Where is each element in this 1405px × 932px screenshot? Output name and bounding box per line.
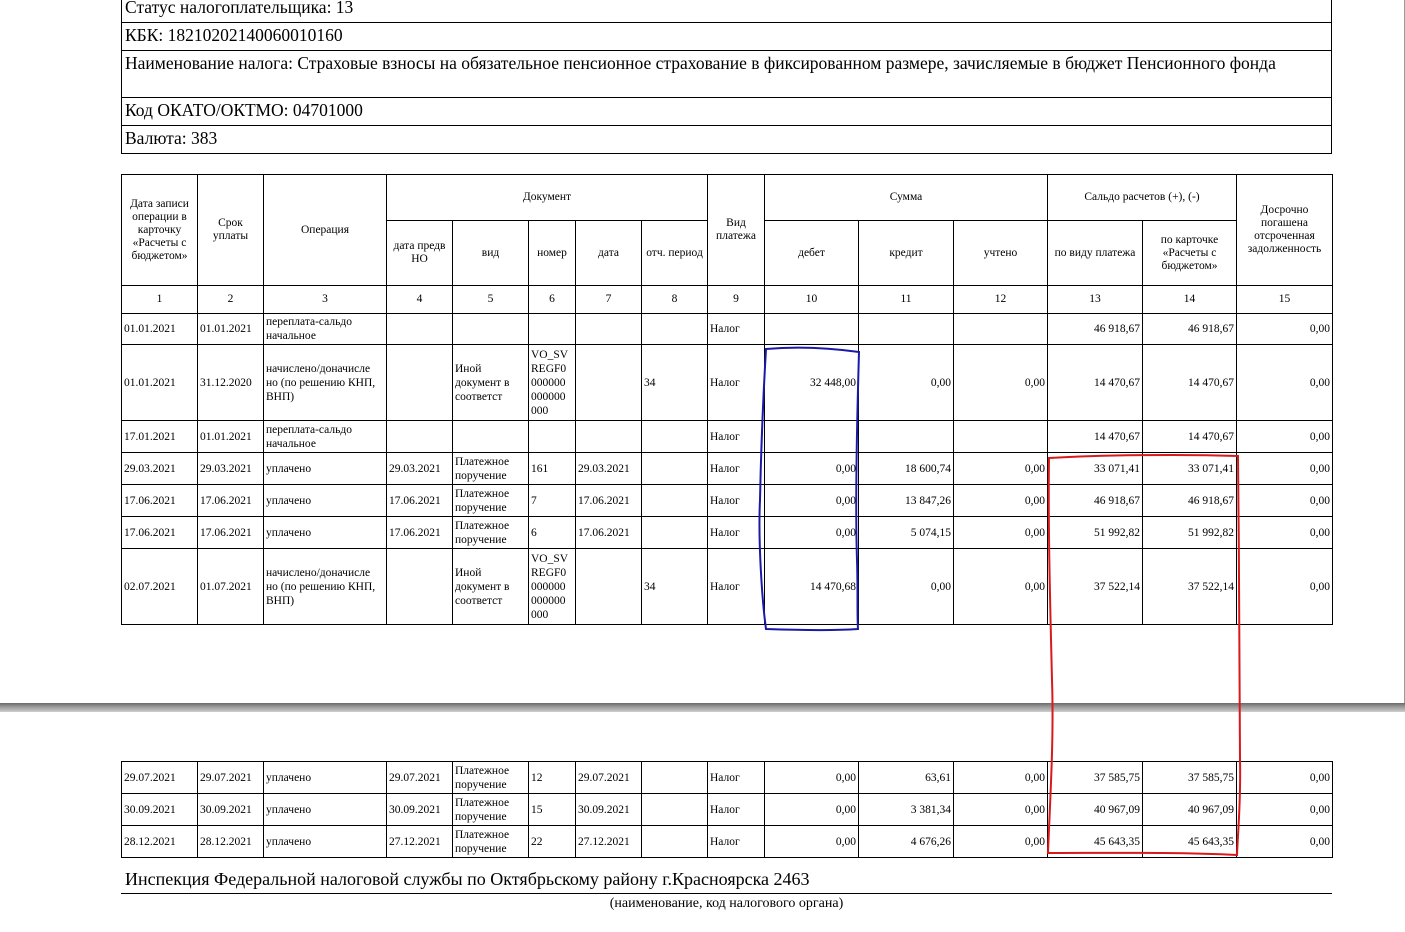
currency-code: Валюта: 383 (122, 126, 1332, 154)
cell-payment-type: Налог (708, 762, 765, 794)
cell-payment-type: Налог (708, 314, 765, 345)
cell-debit (765, 314, 859, 345)
cell-doc-date: 17.06.2021 (576, 485, 642, 517)
cell-credit: 4 676,26 (859, 826, 954, 858)
cell-payment-type: Налог (708, 826, 765, 858)
cell-balance-by-payment: 45 643,35 (1048, 826, 1143, 858)
cell-accounted: 0,00 (954, 762, 1048, 794)
cell-balance-by-card: 51 992,82 (1143, 517, 1237, 549)
cell-balance-by-card: 33 071,41 (1143, 453, 1237, 485)
cell-operation: уплачено (264, 762, 387, 794)
cell-credit: 0,00 (859, 345, 954, 421)
cell-early-repaid: 0,00 (1237, 794, 1333, 826)
column-number-10: 10 (765, 286, 859, 314)
col-header-doc-date-no: дата предв НО (387, 221, 453, 286)
cell-debit: 0,00 (765, 485, 859, 517)
table-row (122, 517, 1333, 549)
column-number-13: 13 (1048, 286, 1143, 314)
table-row (122, 453, 1333, 485)
document-page-2 (0, 712, 1405, 932)
cell-doc-type: Иной документ в соответст (453, 345, 529, 421)
cell-early-repaid: 0,00 (1237, 517, 1333, 549)
cell-debit: 0,00 (765, 794, 859, 826)
col-header-early: Досрочно погашена отсроченная задолженность (1237, 175, 1333, 286)
cell-doc-number: 22 (529, 826, 576, 858)
cell-accounted: 0,00 (954, 517, 1048, 549)
cell-date: 01.01.2021 (122, 314, 198, 345)
col-header-by-payment: по виду платежа (1048, 221, 1143, 286)
cell-due-date: 29.03.2021 (198, 453, 264, 485)
cell-doc-number: 12 (529, 762, 576, 794)
cell-balance-by-payment: 46 918,67 (1048, 485, 1143, 517)
cell-due-date: 17.06.2021 (198, 485, 264, 517)
cell-doc-number: 161 (529, 453, 576, 485)
col-header-doc-date: дата (576, 221, 642, 286)
cell-credit: 18 600,74 (859, 453, 954, 485)
cell-payment-type: Налог (708, 485, 765, 517)
cell-balance-by-payment: 37 585,75 (1048, 762, 1143, 794)
tax-name: Наименование налога: Страховые взносы на обязательное пенсионное страхование в фиксированном размере, зачисляемые в бюджет Пенсионного фонда (122, 51, 1332, 98)
cell-date: 17.06.2021 (122, 485, 198, 517)
cell-early-repaid: 0,00 (1237, 345, 1333, 421)
operations-body-continued (122, 762, 1333, 858)
table-row (122, 794, 1333, 826)
cell-early-repaid: 0,00 (1237, 314, 1333, 345)
cell-due-date: 29.07.2021 (198, 762, 264, 794)
cell-operation: начислено/доначисле но (по решению КНП, ВНП) (264, 549, 387, 625)
table-row (122, 485, 1333, 517)
cell-debit: 0,00 (765, 826, 859, 858)
cell-payment-type: Налог (708, 345, 765, 421)
cell-debit: 0,00 (765, 517, 859, 549)
operations-table-continued (121, 761, 1333, 858)
cell-doc-type: Платежное поручение (453, 453, 529, 485)
kbk-code: КБК: 18210202140060010160 (122, 23, 1332, 51)
cell-balance-by-payment: 46 918,67 (1048, 314, 1143, 345)
cell-date: 29.03.2021 (122, 453, 198, 485)
cell-doc-date: 17.06.2021 (576, 517, 642, 549)
cell-balance-by-card: 46 918,67 (1143, 314, 1237, 345)
cell-accounted: 0,00 (954, 549, 1048, 625)
cell-balance-by-payment: 51 992,82 (1048, 517, 1143, 549)
cell-payment-type: Налог (708, 549, 765, 625)
cell-due-date: 28.12.2021 (198, 826, 264, 858)
cell-doc-date: 29.03.2021 (576, 453, 642, 485)
cell-doc-period (642, 421, 708, 453)
cell-doc-type: Платежное поручение (453, 794, 529, 826)
cell-operation: начислено/доначисле но (по решению КНП, ВНП) (264, 345, 387, 421)
cell-balance-by-card: 37 522,14 (1143, 549, 1237, 625)
cell-early-repaid: 0,00 (1237, 549, 1333, 625)
cell-doc-date-no: 17.06.2021 (387, 517, 453, 549)
cell-doc-date-no: 29.03.2021 (387, 453, 453, 485)
cell-due-date: 01.07.2021 (198, 549, 264, 625)
cell-payment-type: Налог (708, 453, 765, 485)
cell-doc-period (642, 485, 708, 517)
col-header-payment-type: Вид платежа (708, 175, 765, 286)
cell-doc-date-no (387, 345, 453, 421)
cell-doc-number: VO_SV REGF0 000000 000000 000 (529, 345, 576, 421)
tax-authority-caption: (наименование, код налогового органа) (609, 896, 844, 911)
cell-doc-date (576, 421, 642, 453)
column-number-3: 3 (264, 286, 387, 314)
cell-balance-by-card: 14 470,67 (1143, 421, 1237, 453)
cell-doc-number: VO_SV REGF0 000000 000000 000 (529, 549, 576, 625)
cell-balance-by-card: 46 918,67 (1143, 485, 1237, 517)
operations-table (121, 174, 1333, 625)
cell-balance-by-payment: 33 071,41 (1048, 453, 1143, 485)
cell-accounted: 0,00 (954, 345, 1048, 421)
col-header-sum: Сумма (765, 175, 1048, 221)
taxpayer-status: Статус налогоплательщика: 13 (122, 0, 1332, 23)
cell-date: 02.07.2021 (122, 549, 198, 625)
col-header-doc-period: отч. период (642, 221, 708, 286)
cell-payment-type: Налог (708, 421, 765, 453)
col-header-by-card: по карточке «Расчеты с бюджетом» (1143, 221, 1237, 286)
cell-balance-by-payment: 37 522,14 (1048, 549, 1143, 625)
cell-doc-period: 34 (642, 345, 708, 421)
column-number-11: 11 (859, 286, 954, 314)
cell-doc-type: Платежное поручение (453, 517, 529, 549)
cell-accounted (954, 314, 1048, 345)
table-row (122, 421, 1333, 453)
col-header-document: Документ (387, 175, 708, 221)
taxpayer-info-table (121, 0, 1332, 154)
cell-doc-date (576, 314, 642, 345)
cell-doc-date-no: 30.09.2021 (387, 794, 453, 826)
cell-credit: 13 847,26 (859, 485, 954, 517)
cell-accounted: 0,00 (954, 453, 1048, 485)
cell-doc-period (642, 517, 708, 549)
cell-doc-period (642, 794, 708, 826)
col-header-debit: дебет (765, 221, 859, 286)
cell-doc-date (576, 345, 642, 421)
cell-early-repaid: 0,00 (1237, 453, 1333, 485)
cell-doc-type: Платежное поручение (453, 762, 529, 794)
cell-due-date: 01.01.2021 (198, 421, 264, 453)
table-row (122, 549, 1333, 625)
cell-balance-by-payment: 14 470,67 (1048, 421, 1143, 453)
cell-doc-date (576, 549, 642, 625)
cell-credit: 0,00 (859, 549, 954, 625)
cell-doc-type (453, 314, 529, 345)
cell-balance-by-payment: 40 967,09 (1048, 794, 1143, 826)
cell-date: 30.09.2021 (122, 794, 198, 826)
column-number-7: 7 (576, 286, 642, 314)
cell-early-repaid: 0,00 (1237, 421, 1333, 453)
cell-date: 29.07.2021 (122, 762, 198, 794)
cell-due-date: 01.01.2021 (198, 314, 264, 345)
cell-doc-date: 29.07.2021 (576, 762, 642, 794)
col-header-due: Срок уплаты (198, 175, 264, 286)
cell-doc-date-no: 29.07.2021 (387, 762, 453, 794)
cell-early-repaid: 0,00 (1237, 762, 1333, 794)
cell-credit: 5 074,15 (859, 517, 954, 549)
table-row (122, 314, 1333, 345)
cell-date: 17.01.2021 (122, 421, 198, 453)
column-number-row (122, 286, 1333, 314)
cell-accounted: 0,00 (954, 794, 1048, 826)
cell-balance-by-card: 37 585,75 (1143, 762, 1237, 794)
cell-doc-number (529, 314, 576, 345)
col-header-doc-type: вид (453, 221, 529, 286)
cell-debit: 32 448,00 (765, 345, 859, 421)
cell-doc-number: 6 (529, 517, 576, 549)
cell-doc-period (642, 314, 708, 345)
cell-credit (859, 314, 954, 345)
cell-doc-number: 7 (529, 485, 576, 517)
cell-due-date: 30.09.2021 (198, 794, 264, 826)
cell-doc-date-no: 27.12.2021 (387, 826, 453, 858)
col-header-accounted: учтено (954, 221, 1048, 286)
okato-code: Код ОКАТО/ОКТМО: 04701000 (122, 98, 1332, 126)
cell-payment-type: Налог (708, 794, 765, 826)
cell-accounted (954, 421, 1048, 453)
cell-debit (765, 421, 859, 453)
cell-payment-type: Налог (708, 517, 765, 549)
cell-operation: переплата-сальдо начальное (264, 314, 387, 345)
column-number-1: 1 (122, 286, 198, 314)
cell-doc-date: 27.12.2021 (576, 826, 642, 858)
cell-due-date: 31.12.2020 (198, 345, 264, 421)
cell-operation: уплачено (264, 485, 387, 517)
cell-balance-by-card: 40 967,09 (1143, 794, 1237, 826)
cell-doc-type: Иной документ в соответст (453, 549, 529, 625)
cell-operation: уплачено (264, 517, 387, 549)
cell-doc-date-no (387, 314, 453, 345)
operations-body (122, 314, 1333, 625)
cell-doc-date: 30.09.2021 (576, 794, 642, 826)
cell-doc-date-no (387, 549, 453, 625)
cell-date: 17.06.2021 (122, 517, 198, 549)
cell-doc-type: Платежное поручение (453, 826, 529, 858)
cell-doc-number: 15 (529, 794, 576, 826)
cell-doc-period (642, 453, 708, 485)
col-header-credit: кредит (859, 221, 954, 286)
cell-credit (859, 421, 954, 453)
cell-early-repaid: 0,00 (1237, 826, 1333, 858)
cell-accounted: 0,00 (954, 826, 1048, 858)
cell-balance-by-card: 14 470,67 (1143, 345, 1237, 421)
cell-operation: уплачено (264, 453, 387, 485)
cell-doc-number (529, 421, 576, 453)
cell-due-date: 17.06.2021 (198, 517, 264, 549)
table-row (122, 826, 1333, 858)
cell-date: 28.12.2021 (122, 826, 198, 858)
cell-balance-by-payment: 14 470,67 (1048, 345, 1143, 421)
cell-doc-period: 34 (642, 549, 708, 625)
col-header-balance: Сальдо расчетов (+), (-) (1048, 175, 1237, 221)
cell-credit: 3 381,34 (859, 794, 954, 826)
cell-doc-type (453, 421, 529, 453)
cell-operation: уплачено (264, 794, 387, 826)
cell-operation: уплачено (264, 826, 387, 858)
cell-credit: 63,61 (859, 762, 954, 794)
cell-accounted: 0,00 (954, 485, 1048, 517)
column-number-12: 12 (954, 286, 1048, 314)
table-row (122, 762, 1333, 794)
cell-debit: 0,00 (765, 762, 859, 794)
col-header-operation: Операция (264, 175, 387, 286)
cell-doc-type: Платежное поручение (453, 485, 529, 517)
column-number-2: 2 (198, 286, 264, 314)
cell-doc-date-no (387, 421, 453, 453)
table-row (122, 345, 1333, 421)
column-number-4: 4 (387, 286, 453, 314)
col-header-date: Дата записи операции в карточку «Расчеты с бюджетом» (122, 175, 198, 286)
cell-early-repaid: 0,00 (1237, 485, 1333, 517)
tax-authority-name: Инспекция Федеральной налоговой службы по Октябрьскому району г.Красноярска 2463 (121, 867, 1332, 894)
column-number-8: 8 (642, 286, 708, 314)
cell-doc-period (642, 762, 708, 794)
column-number-5: 5 (453, 286, 529, 314)
cell-debit: 0,00 (765, 453, 859, 485)
cell-doc-date-no: 17.06.2021 (387, 485, 453, 517)
cell-balance-by-card: 45 643,35 (1143, 826, 1237, 858)
col-header-doc-number: номер (529, 221, 576, 286)
cell-debit: 14 470,68 (765, 549, 859, 625)
column-number-9: 9 (708, 286, 765, 314)
column-number-15: 15 (1237, 286, 1333, 314)
column-number-14: 14 (1143, 286, 1237, 314)
cell-date: 01.01.2021 (122, 345, 198, 421)
column-number-6: 6 (529, 286, 576, 314)
cell-operation: переплата-сальдо начальное (264, 421, 387, 453)
cell-doc-period (642, 826, 708, 858)
